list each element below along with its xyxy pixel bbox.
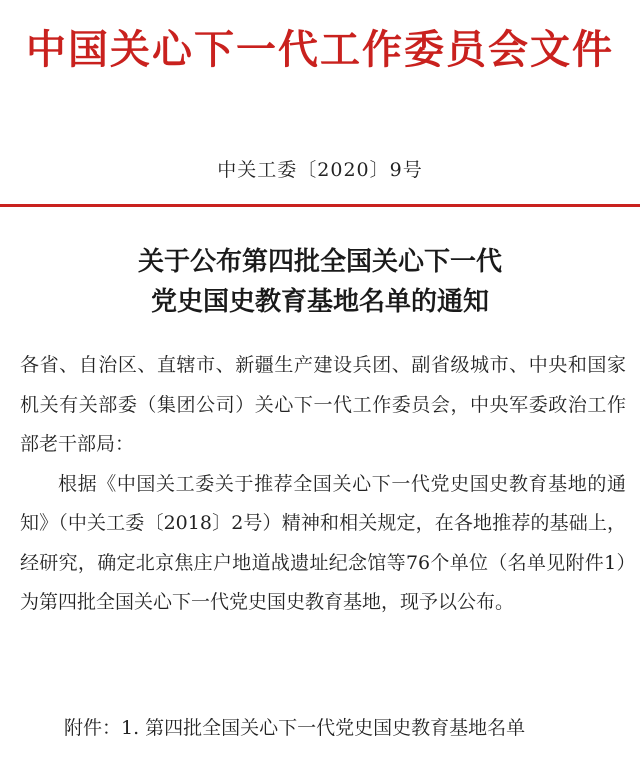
notice-title <box>0 242 640 322</box>
red-divider-rule <box>0 204 640 207</box>
notice-title-line-1: 关于公布第四批全国关心下一代 <box>137 247 502 277</box>
document-number: 中关工委〔2020〕9号 <box>217 159 423 181</box>
notice-body <box>20 346 626 623</box>
document-header-title: 中国关心下一代工作委员会文件 <box>26 26 614 73</box>
attachment-item: 附件：1. 第四批全国关心下一代党史国史教育基地名单 <box>64 717 526 739</box>
notice-title-line-2: 党史国史教育基地名单的通知 <box>150 287 489 317</box>
salutation: 各省、自治区、直辖市、新疆生产建设兵团、副省级城市、中央和国家机关有关部委（集团公司）关心下一代工作委员会，中央军委政治工作部老干部局： <box>20 354 626 455</box>
body-paragraph: 根据《中国关工委关于推荐全国关心下一代党史国史教育基地的通知》（中关工委〔2018〕2号）精神和相关规定，在各地推荐的基础上，经研究，确定北京焦庄户地道战遗址纪念馆等76个单位（名单见附件1）为第四批全国关心下一代党史国史教育基地，现予以公布。 <box>20 472 626 613</box>
